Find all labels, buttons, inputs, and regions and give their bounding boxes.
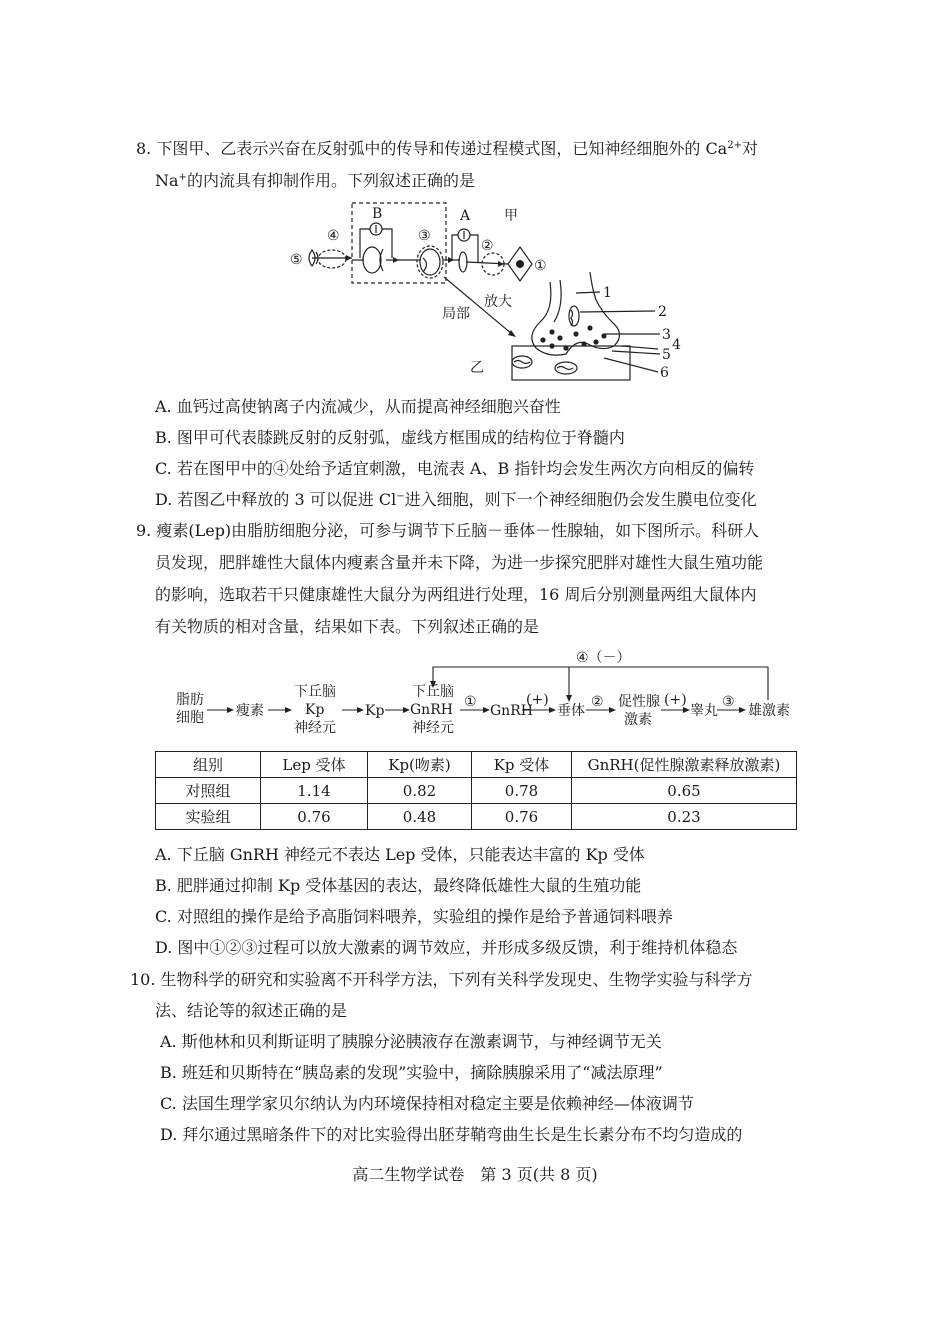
flow-fat1: 脂肪 (176, 692, 204, 708)
flow-hypo-a3: 神经元 (294, 720, 336, 736)
table-cell: 0.65 (572, 778, 797, 804)
q10-option-d: D. 拜尔通过黑暗条件下的对比实验得出胚芽鞘弯曲生长是生长素分布不均匀造成的 (160, 1125, 743, 1144)
q8-stem-line1 (136, 139, 758, 159)
table-header-cell: 组别 (156, 752, 261, 778)
page-footer: 高二生物学试卷 第 3 页(共 8 页) (352, 1165, 598, 1184)
q8-optd-text: D. 若图乙中释放的 3 可以促进 Cl (155, 490, 397, 509)
fig8-label-c3: ③ (418, 228, 431, 244)
fig8-label-n2: 2 (658, 304, 667, 320)
q9-option-c: C. 对照组的操作是给予高脂饲料喂养，实验组的操作是给予普通饲料喂养 (155, 907, 673, 926)
fig8-label-c4: ④ (327, 228, 340, 244)
q8-option-b: B. 图甲可代表膝跳反射的反射弧，虚线方框围成的结构位于脊髓内 (155, 428, 625, 447)
q9-stem-line4: 有关物质的相对含量，结果如下表。下列叙述正确的是 (155, 617, 540, 636)
flow-lep: 瘦素 (236, 703, 264, 719)
fig8-label-n3: 3 (662, 327, 671, 343)
table-row (156, 778, 797, 804)
flow-hypo-b2: GnRH (410, 702, 453, 718)
flow-hypo-b3: 神经元 (412, 720, 454, 736)
table-header-cell: GnRH(促性腺激素释放激素) (572, 752, 797, 778)
flow-fsh2: 激素 (624, 712, 652, 728)
q8-stem1-sup: 2+ (727, 140, 742, 151)
q9-stem-line2: 员发现，肥胖雄性大鼠体内瘦素含量并未下降，为进一步探究肥胖对雄性大鼠生殖功能 (155, 553, 764, 572)
q10-option-b: B. 班廷和贝斯特在“胰岛素的发现”实验中，摘除胰腺采用了“减法原理” (160, 1063, 663, 1082)
flow-c3: ③ (722, 694, 735, 710)
flow-hypo-a1: 下丘脑 (294, 684, 336, 700)
q8-stem1-tail: 对 (741, 139, 758, 158)
q10-option-c: C. 法国生理学家贝尔纳认为内环境保持相对稳定主要是依赖神经—体液调节 (160, 1094, 694, 1113)
table-cell: 0.76 (472, 804, 572, 830)
q8-option-c: C. 若在图甲中的④处给予适宜刺激，电流表 A、B 指针均会发生两次方向相反的偏转 (155, 459, 755, 478)
fig8-label-jia: 甲 (504, 208, 518, 224)
flow-hypo-b1: 下丘脑 (412, 684, 454, 700)
flow-feedback: ④（－） (576, 650, 631, 666)
table-cell: 1.14 (261, 778, 368, 804)
table-header-cell: Kp 受体 (472, 752, 572, 778)
fig8-label-yi: 乙 (470, 360, 484, 376)
fig8-label-c5: ⑤ (290, 252, 303, 268)
table-cell: 0.78 (472, 778, 572, 804)
q8-optd-sup: − (396, 491, 405, 502)
q10-option-a: A. 斯他林和贝利斯证明了胰腺分泌胰液存在激素调节，与神经调节无关 (160, 1032, 662, 1051)
q9-option-d: D. 图中①②③过程可以放大激素的调节效应，并形成多级反馈，利于维持机体稳态 (155, 938, 738, 957)
flow-fsh1: 促性腺 (618, 694, 660, 710)
q9-option-a: A. 下丘脑 GnRH 神经元不表达 Lep 受体，只能表达丰富的 Kp 受体 (155, 845, 645, 864)
flow-plus2: (+) (664, 692, 687, 708)
flow-pituitary: 垂体 (557, 703, 585, 719)
fig8-label-n4: 4 (672, 337, 681, 353)
fig8-label-c1: ① (534, 258, 547, 274)
fig8-label-B: B (372, 206, 383, 222)
table-cell: 0.82 (368, 778, 472, 804)
flow-hypo-a2: Kp (305, 702, 325, 718)
table-header-row (156, 752, 797, 778)
q8-stem2-text: 的内流具有抑制作用。下列叙述正确的是 (186, 171, 475, 190)
fig8-label-fangda: 放大 (484, 294, 512, 310)
fig8-label-n1: 1 (603, 285, 612, 301)
flow-c1: ① (464, 694, 477, 710)
table-header-cell: Kp(吻素) (368, 752, 472, 778)
flow-c2: ② (591, 694, 604, 710)
flow-kp: Kp (365, 703, 385, 719)
q9-option-b: B. 肥胖通过抑制 Kp 受体基因的表达，最终降低雄性大鼠的生殖功能 (155, 876, 642, 895)
table-row (156, 804, 797, 830)
q8-option-a: A. 血钙过高使钠离子内流减少，从而提高神经细胞兴奋性 (155, 397, 561, 416)
table-cell: 0.76 (261, 804, 368, 830)
table-cell: 对照组 (156, 778, 261, 804)
flow-fat2: 细胞 (176, 710, 204, 726)
q8-stem-line2 (155, 171, 475, 191)
q10-stem-line2: 法、结论等的叙述正确的是 (155, 1001, 348, 1020)
fig8-label-jubu: 局部 (442, 306, 470, 322)
q8-reflex-arc-figure (285, 196, 685, 386)
dashed-box (352, 203, 446, 283)
table-header-cell: Lep 受体 (261, 752, 368, 778)
flow-testis: 睾丸 (690, 703, 718, 719)
q8-option-d (155, 490, 757, 510)
q9-stem-line3: 的影响，选取若干只健康雄性大鼠分为两组进行处理，16 周后分别测量两组大鼠体内 (155, 585, 757, 604)
q9-stem-line1: 9. 瘦素(Lep)由脂肪细胞分泌，可参与调节下丘脑－垂体－性腺轴，如下图所示。科研人 (136, 521, 760, 540)
q8-optd-tail: 进入细胞，则下一个神经细胞仍会发生膜电位变化 (404, 490, 757, 509)
flow-androgen: 雄激素 (748, 703, 790, 719)
flow-gnrh: GnRH (490, 703, 533, 719)
q9-results-table (155, 751, 797, 830)
q8-stem2-na: Na (155, 171, 179, 190)
table-cell: 0.23 (572, 804, 797, 830)
flow-plus1: (+) (526, 692, 549, 708)
q8-stem1-text: 8. 下图甲、乙表示兴奋在反射弧中的传导和传递过程模式图，已知神经细胞外的 Ca (136, 139, 728, 158)
fig8-label-A: A (460, 208, 471, 224)
fig8-label-c2: ② (481, 238, 494, 254)
fig8-label-n6: 6 (660, 365, 669, 381)
q8-stem2-sup: + (178, 172, 187, 183)
q9-hpg-axis-flow (170, 644, 810, 736)
fig8-label-n5: 5 (662, 347, 671, 363)
q10-stem-line1: 10. 生物科学的研究和实验离不开科学方法，下列有关科学发现史、生物学实验与科学方 (130, 970, 753, 989)
table-cell: 实验组 (156, 804, 261, 830)
table-cell: 0.48 (368, 804, 472, 830)
